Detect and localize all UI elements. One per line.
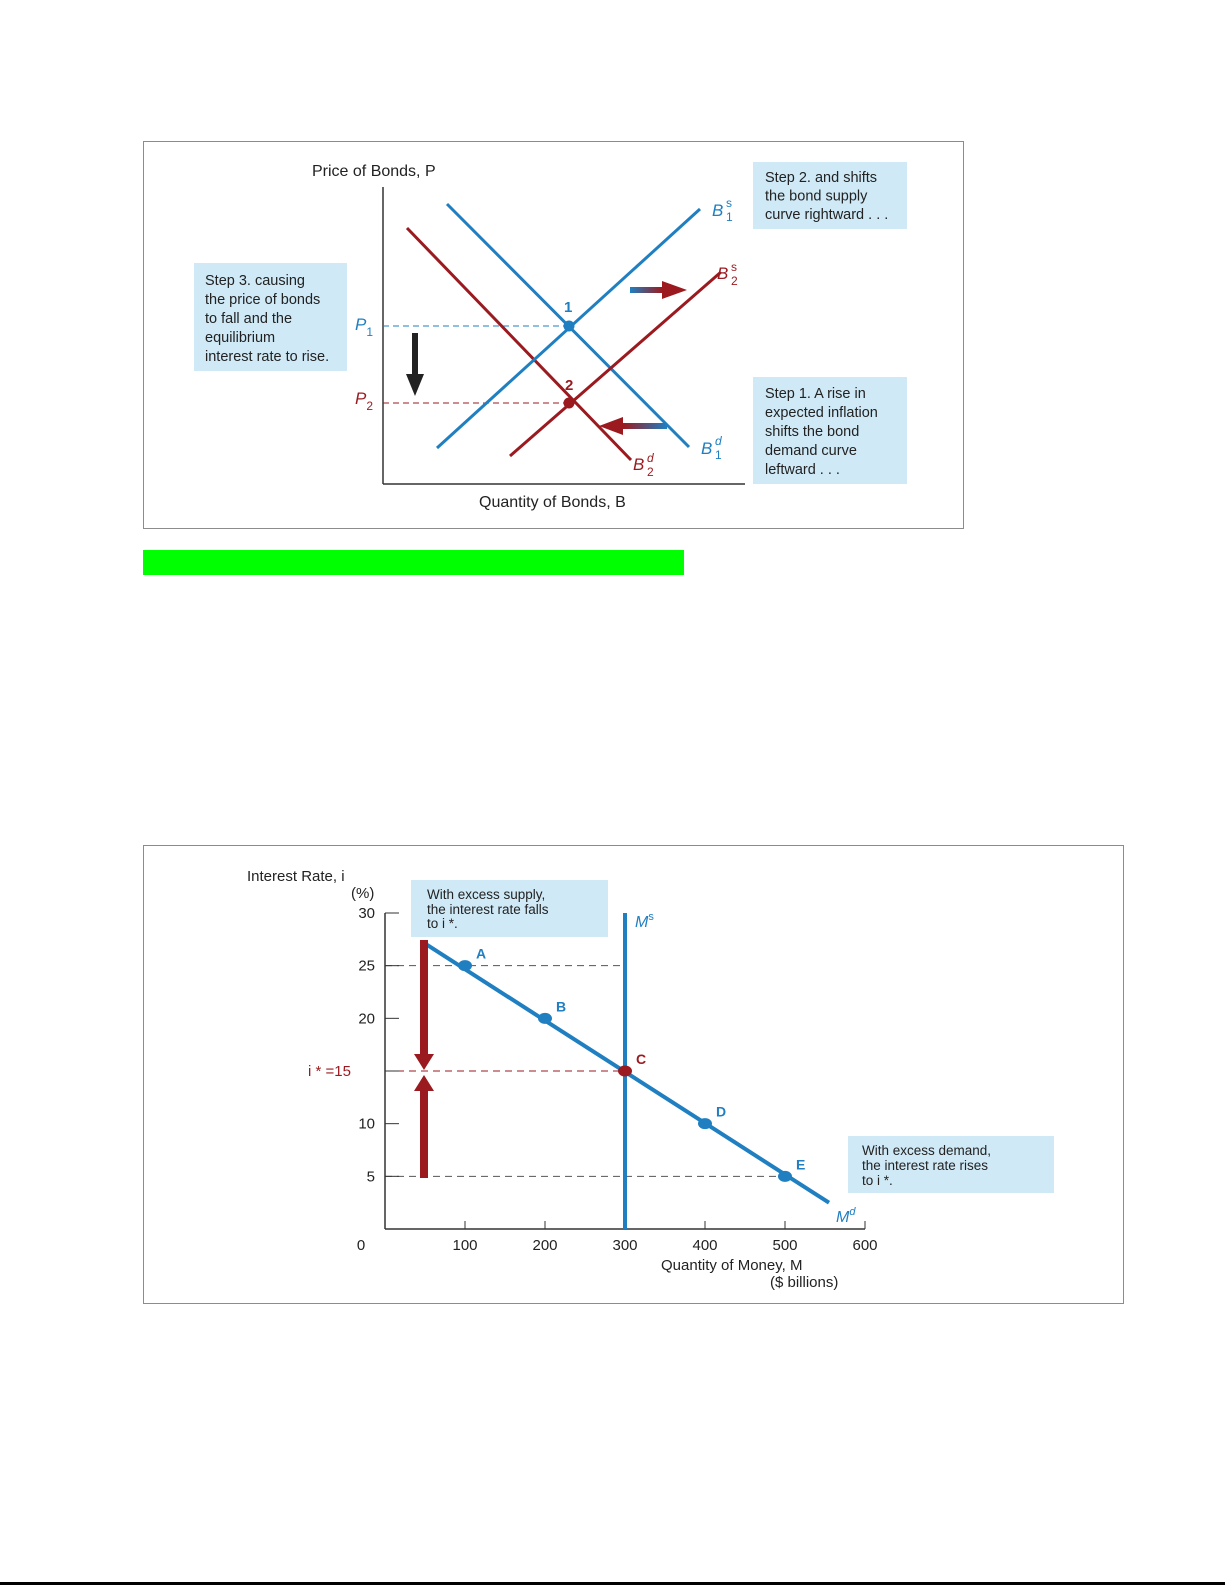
point-1-label: 1 bbox=[564, 299, 573, 316]
demand-shift-arrow bbox=[599, 417, 667, 435]
supply-shift-arrow bbox=[630, 281, 687, 299]
md-label: $M^d$ bbox=[836, 1206, 856, 1226]
point-c-label: C bbox=[636, 1051, 647, 1067]
b2-demand-curve bbox=[407, 228, 631, 460]
x-axis-label: Quantity of Bonds, B bbox=[479, 494, 626, 511]
y-ticks bbox=[358, 905, 399, 1185]
y-axis-label: Price of Bonds, P bbox=[312, 163, 436, 180]
point-a-label: A bbox=[476, 945, 487, 962]
y-tick-label: 5 bbox=[366, 1168, 375, 1186]
x-tick-label: 400 bbox=[692, 1237, 718, 1254]
b1s-label: B bbox=[712, 201, 724, 220]
price-fall-arrow bbox=[406, 333, 424, 396]
point-e bbox=[778, 1171, 792, 1182]
highlight-bar bbox=[143, 550, 684, 575]
money-market-points bbox=[458, 946, 805, 1182]
point-a bbox=[458, 960, 472, 971]
svg-text:Step 1. A rise in expe: Step 1. A rise in expected inflation shifts the bond demand curve leftward . . . bbox=[765, 386, 878, 478]
bond-market-chart bbox=[144, 142, 963, 528]
svg-text:With excess supply, th: With excess supply, the interest rate falls to i *. bbox=[427, 887, 549, 931]
equilibrium-point-1 bbox=[564, 321, 575, 332]
x-tick-label: 0 bbox=[356, 1237, 366, 1254]
point-c bbox=[618, 1066, 632, 1077]
bond-market-figure bbox=[143, 141, 964, 529]
x-tick-label: 600 bbox=[852, 1237, 878, 1254]
excess-demand-callout bbox=[848, 1136, 1054, 1193]
ms-label: $M^s$ bbox=[635, 911, 654, 931]
step1-callout bbox=[753, 377, 907, 484]
x-tick-label: 200 bbox=[532, 1237, 558, 1254]
i-star-tick-label: i * =15 bbox=[308, 1063, 351, 1080]
p1-tick-label: $P_1$ bbox=[355, 315, 374, 339]
b2s-label-sub: 2 bbox=[731, 274, 738, 288]
money-market-chart bbox=[144, 846, 1123, 1303]
y-tick-label: 20 bbox=[358, 1010, 375, 1028]
y-tick-label: 30 bbox=[358, 905, 375, 922]
x-ticks bbox=[357, 1221, 878, 1254]
b1d-label-sup: d bbox=[715, 434, 722, 448]
b2d-label: B bbox=[633, 455, 645, 474]
step2-callout bbox=[753, 162, 907, 229]
b1s-label-sup: s bbox=[726, 196, 732, 210]
point-b-label: B bbox=[556, 998, 567, 1015]
y-tick-label: 25 bbox=[358, 957, 375, 975]
b2d-label-sup: d bbox=[647, 451, 654, 465]
svg-text:Step 2. and shifts the: Step 2. and shifts the bond supply curve rightward . . . bbox=[765, 170, 889, 223]
guide-lines bbox=[385, 966, 785, 1177]
equilibrium-point-2 bbox=[564, 398, 575, 409]
svg-text:Step 3. causing the pr: Step 3. causing the price of bonds to fall and the equilibrium interest rate to rise. bbox=[205, 273, 330, 365]
interest-rate-axis-label: Interest Rate, i (%) bbox=[247, 868, 375, 902]
excess-supply-arrow bbox=[414, 940, 434, 1070]
excess-demand-arrow bbox=[414, 1075, 434, 1178]
point-e-label: E bbox=[796, 1156, 806, 1173]
y-tick-label: 10 bbox=[358, 1115, 375, 1133]
x-tick-label: 100 bbox=[452, 1237, 478, 1254]
x-tick-label: 300 bbox=[612, 1237, 638, 1254]
money-axis-label: Quantity of Money, M ($ billions) bbox=[661, 1257, 839, 1291]
b1d-label: B bbox=[701, 439, 713, 458]
p2-tick-label: $P_2$ bbox=[355, 389, 374, 413]
b1s-label-sub: 1 bbox=[726, 210, 733, 224]
x-tick-label: 500 bbox=[772, 1237, 798, 1254]
money-market-figure bbox=[143, 845, 1124, 1304]
step3-callout bbox=[194, 263, 347, 371]
svg-text:With excess demand, th: With excess demand, the interest rate rises to i *. bbox=[862, 1143, 992, 1188]
excess-supply-callout bbox=[411, 880, 608, 937]
b2s-label: B bbox=[717, 264, 729, 283]
point-d-label: D bbox=[716, 1103, 727, 1120]
point-2-label: 2 bbox=[565, 377, 574, 394]
point-b bbox=[538, 1013, 552, 1024]
b2s-label-sup: s bbox=[731, 260, 737, 274]
b1d-label-sub: 1 bbox=[715, 448, 722, 462]
b2d-label-sub: 2 bbox=[647, 465, 654, 479]
point-d bbox=[698, 1118, 712, 1129]
